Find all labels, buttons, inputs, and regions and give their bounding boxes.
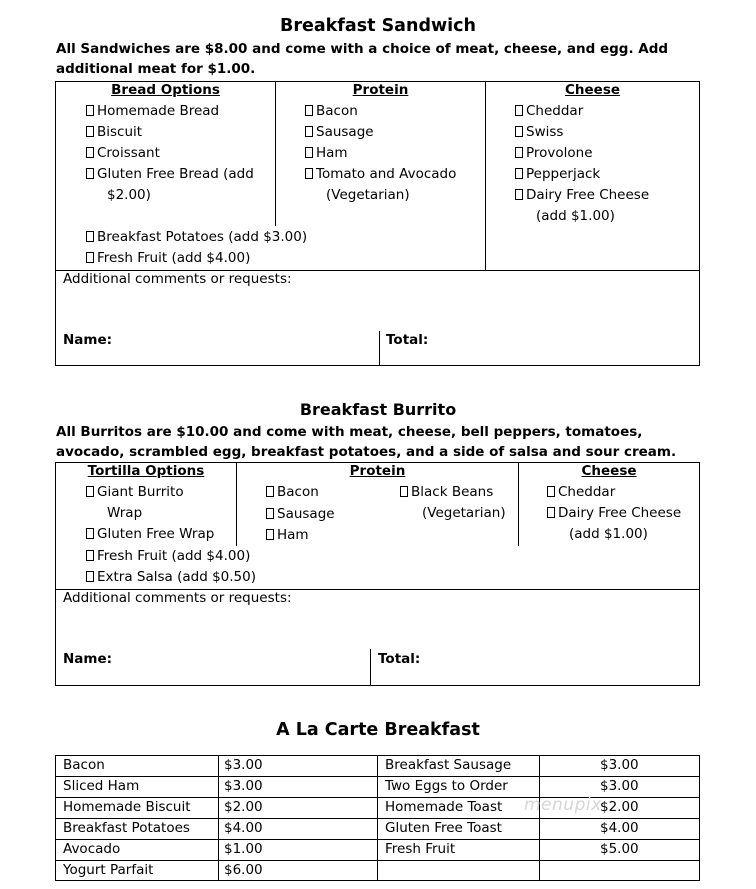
alacarte-item: Avocado xyxy=(63,841,121,857)
option-label: Breakfast Potatoes (add $3.00) xyxy=(97,229,308,245)
checkbox-icon[interactable] xyxy=(86,486,94,497)
option-label: Fresh Fruit (add $4.00) xyxy=(97,548,251,564)
burrito-name-label: Name: xyxy=(63,651,113,667)
sandwich-comments-label: Additional comments or requests: xyxy=(63,271,292,287)
checkbox-icon[interactable] xyxy=(266,529,274,540)
protein-option-sausage[interactable] xyxy=(305,124,374,140)
alacarte-item: Breakfast Potatoes xyxy=(63,820,190,836)
alacarte-title: A La Carte Breakfast xyxy=(276,720,480,740)
burrito-header-protein: Protein xyxy=(349,463,406,479)
sandwich-header-bread: Bread Options xyxy=(111,82,220,98)
checkbox-icon[interactable] xyxy=(515,126,523,137)
alacarte-price: $5.00 xyxy=(600,841,639,857)
option-label: Gluten Free Bread (add xyxy=(97,166,254,182)
burrito-name-total-divider xyxy=(370,649,371,686)
burrito-header-tortilla: Tortilla Options xyxy=(87,463,205,479)
protein-option-vegetarian-note: (Vegetarian) xyxy=(326,187,410,203)
burrito-cheese-dairy-free-price: (add $1.00) xyxy=(569,526,648,542)
sandwich-total-label: Total: xyxy=(386,332,429,348)
option-label: Fresh Fruit (add $4.00) xyxy=(97,250,251,266)
alacarte-item: Fresh Fruit xyxy=(385,841,456,857)
option-label: Dairy Free Cheese xyxy=(526,187,650,203)
option-label: Tomato and Avocado xyxy=(316,166,457,182)
option-label: Sausage xyxy=(316,124,374,140)
side-option-potatoes[interactable] xyxy=(86,229,307,245)
alacarte-item: Gluten Free Toast xyxy=(385,820,502,836)
watermark-logo: menupix xyxy=(524,795,602,815)
checkbox-icon[interactable] xyxy=(86,231,94,242)
option-label: Sausage xyxy=(277,506,335,522)
alacarte-item: Bacon xyxy=(63,757,105,773)
burrito-protein-bacon[interactable] xyxy=(266,484,319,500)
tortilla-option-giant-cont: Wrap xyxy=(107,505,143,521)
protein-option-ham[interactable] xyxy=(305,145,348,161)
alacarte-item: Breakfast Sausage xyxy=(385,757,512,773)
burrito-cheese-cheddar[interactable] xyxy=(547,484,615,500)
alacarte-price: $4.00 xyxy=(600,820,639,836)
checkbox-icon[interactable] xyxy=(305,126,313,137)
alacarte-item: Yogurt Parfait xyxy=(63,862,154,878)
burrito-cheese-dairy-free[interactable] xyxy=(547,505,681,521)
option-label: Cheddar xyxy=(558,484,616,500)
alacarte-price: $3.00 xyxy=(600,778,639,794)
checkbox-icon[interactable] xyxy=(86,571,94,582)
alacarte-price: $1.00 xyxy=(224,841,263,857)
cheese-option-provolone[interactable] xyxy=(515,145,593,161)
option-label: Bacon xyxy=(316,103,358,119)
alacarte-price: $6.00 xyxy=(224,862,263,878)
option-label: Provolone xyxy=(526,145,593,161)
alacarte-item: Two Eggs to Order xyxy=(385,778,508,794)
cheese-option-cheddar[interactable] xyxy=(515,103,583,119)
alacarte-price: $2.00 xyxy=(224,799,263,815)
alacarte-price: $3.00 xyxy=(224,778,263,794)
option-label: Swiss xyxy=(526,124,564,140)
burrito-comments-label: Additional comments or requests: xyxy=(63,590,292,606)
checkbox-icon[interactable] xyxy=(86,147,94,158)
cheese-option-dairy-free-price: (add $1.00) xyxy=(536,208,615,224)
sandwich-name-total-divider xyxy=(379,331,380,366)
option-label: Biscuit xyxy=(97,124,143,140)
alacarte-price: $3.00 xyxy=(224,757,263,773)
checkbox-icon[interactable] xyxy=(515,189,523,200)
tortilla-option-gluten-free[interactable] xyxy=(86,526,214,542)
option-label: Croissant xyxy=(97,145,160,161)
option-label: Bacon xyxy=(277,484,319,500)
protein-option-bacon[interactable] xyxy=(305,103,358,119)
checkbox-icon[interactable] xyxy=(86,105,94,116)
sandwich-intro: All Sandwiches are $8.00 and come with a choice of meat, cheese, and egg. Add additional meat for $1.00. xyxy=(56,41,669,77)
alacarte-row-divider xyxy=(55,839,700,840)
burrito-protein-ham[interactable] xyxy=(266,527,309,543)
tortilla-option-giant[interactable] xyxy=(86,484,184,500)
sandwich-title: Breakfast Sandwich xyxy=(280,16,476,36)
burrito-header-cheese: Cheese xyxy=(581,463,637,479)
sandwich-header-cheese: Cheese xyxy=(564,82,621,98)
burrito-title: Breakfast Burrito xyxy=(299,400,457,419)
cheese-option-swiss[interactable] xyxy=(515,124,563,140)
bread-option-gluten-free-price: $2.00) xyxy=(107,187,151,203)
sandwich-col-divider xyxy=(275,82,276,226)
cheese-option-pepperjack[interactable] xyxy=(515,166,600,182)
burrito-side-fruit[interactable] xyxy=(86,548,250,564)
alacarte-item: Sliced Ham xyxy=(63,778,140,794)
checkbox-icon[interactable] xyxy=(305,147,313,158)
bread-option-biscuit[interactable] xyxy=(86,124,142,140)
alacarte-row-divider xyxy=(55,818,700,819)
sandwich-name-label: Name: xyxy=(63,332,113,348)
checkbox-icon[interactable] xyxy=(547,486,555,497)
checkbox-icon[interactable] xyxy=(86,168,94,179)
burrito-protein-vegetarian-note: (Vegetarian) xyxy=(422,505,506,521)
sandwich-col-divider xyxy=(485,82,486,270)
checkbox-icon[interactable] xyxy=(515,105,523,116)
option-label: Black Beans xyxy=(411,484,494,500)
checkbox-icon[interactable] xyxy=(266,508,274,519)
option-label: Pepperjack xyxy=(526,166,601,182)
checkbox-icon[interactable] xyxy=(515,147,523,158)
option-label: Cheddar xyxy=(526,103,584,119)
checkbox-icon[interactable] xyxy=(86,126,94,137)
burrito-protein-sausage[interactable] xyxy=(266,506,335,522)
option-label: Giant Burrito xyxy=(97,484,184,500)
option-label: Ham xyxy=(277,527,309,543)
checkbox-icon[interactable] xyxy=(86,550,94,561)
checkbox-icon[interactable] xyxy=(305,168,313,179)
option-label: Dairy Free Cheese xyxy=(558,505,682,521)
checkbox-icon[interactable] xyxy=(305,105,313,116)
option-label: Ham xyxy=(316,145,348,161)
alacarte-price: $2.00 xyxy=(600,799,639,815)
protein-option-tomato-avocado[interactable] xyxy=(305,166,456,182)
alacarte-item: Homemade Toast xyxy=(385,799,503,815)
alacarte-price: $4.00 xyxy=(224,820,263,836)
burrito-side-salsa[interactable] xyxy=(86,569,256,585)
bread-option-croissant[interactable] xyxy=(86,145,160,161)
option-label: Extra Salsa (add $0.50) xyxy=(97,569,257,585)
option-label: Homemade Bread xyxy=(97,103,220,119)
sandwich-header-protein: Protein xyxy=(352,82,409,98)
alacarte-row-divider xyxy=(55,860,700,861)
burrito-total-label: Total: xyxy=(378,651,421,667)
alacarte-price: $3.00 xyxy=(600,757,639,773)
burrito-intro: All Burritos are $10.00 and come with meat, cheese, bell peppers, tomatoes, avocado, scrambled egg, breakfast potatoes, and a side of salsa and sour cream. xyxy=(56,424,677,460)
burrito-protein-black-beans[interactable] xyxy=(400,484,493,500)
checkbox-icon[interactable] xyxy=(86,252,94,263)
checkbox-icon[interactable] xyxy=(266,486,274,497)
cheese-option-dairy-free[interactable] xyxy=(515,187,649,203)
bread-option-gluten-free[interactable] xyxy=(86,166,254,182)
option-label: Gluten Free Wrap xyxy=(97,526,215,542)
alacarte-row-divider xyxy=(55,797,700,798)
checkbox-icon[interactable] xyxy=(515,168,523,179)
alacarte-row-divider xyxy=(55,776,700,777)
alacarte-item: Homemade Biscuit xyxy=(63,799,191,815)
side-option-fruit[interactable] xyxy=(86,250,250,266)
checkbox-icon[interactable] xyxy=(400,486,408,497)
checkbox-icon[interactable] xyxy=(86,528,94,539)
bread-option-homemade[interactable] xyxy=(86,103,219,119)
checkbox-icon[interactable] xyxy=(547,507,555,518)
